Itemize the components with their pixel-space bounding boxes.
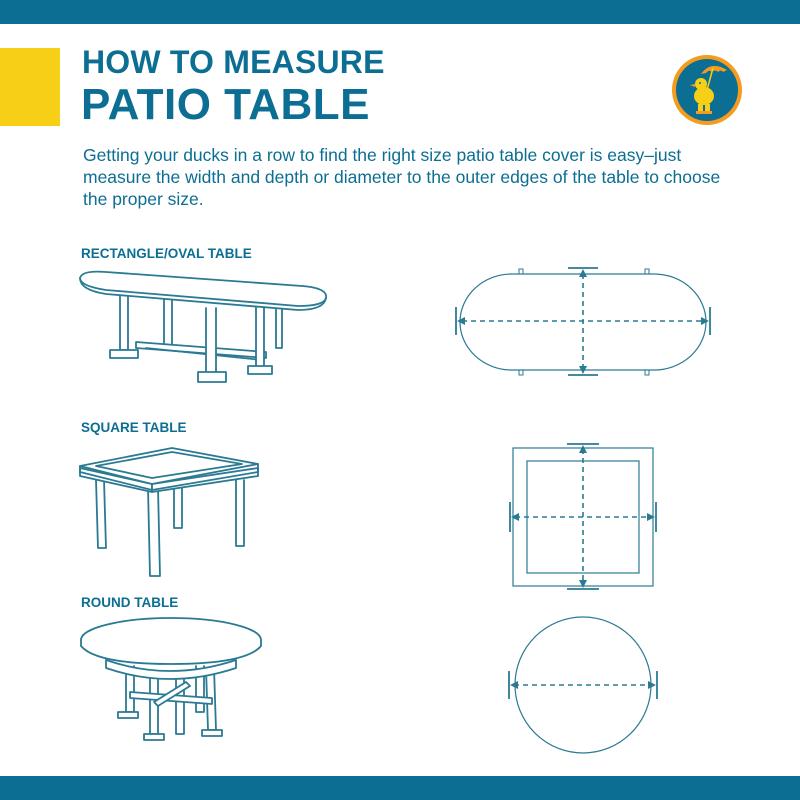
yellow-accent-block (0, 48, 60, 126)
section-label-round: ROUND TABLE (81, 595, 179, 610)
title-line-2: PATIO TABLE (81, 80, 371, 129)
section-label-rectangle-oval: RECTANGLE/OVAL TABLE (81, 246, 252, 261)
round-measure-diagram (505, 615, 665, 760)
intro-paragraph: Getting your ducks in a row to find the right size patio table cover is easy–just measure the width and depth or diameter to the outer edges of the table to choose the proper size. (83, 145, 721, 209)
square-measure-diagram (505, 440, 665, 595)
section-label-square: SQUARE TABLE (81, 420, 187, 435)
bottom-border-bar (0, 776, 800, 800)
oval-measure-diagram (440, 262, 730, 382)
top-border-bar (0, 0, 800, 24)
oval-table-illustration (76, 268, 336, 393)
square-table-illustration (76, 444, 266, 584)
title-line-1: HOW TO MEASURE (82, 44, 385, 80)
round-table-illustration (76, 616, 266, 751)
duck-with-umbrella-icon (671, 54, 743, 126)
